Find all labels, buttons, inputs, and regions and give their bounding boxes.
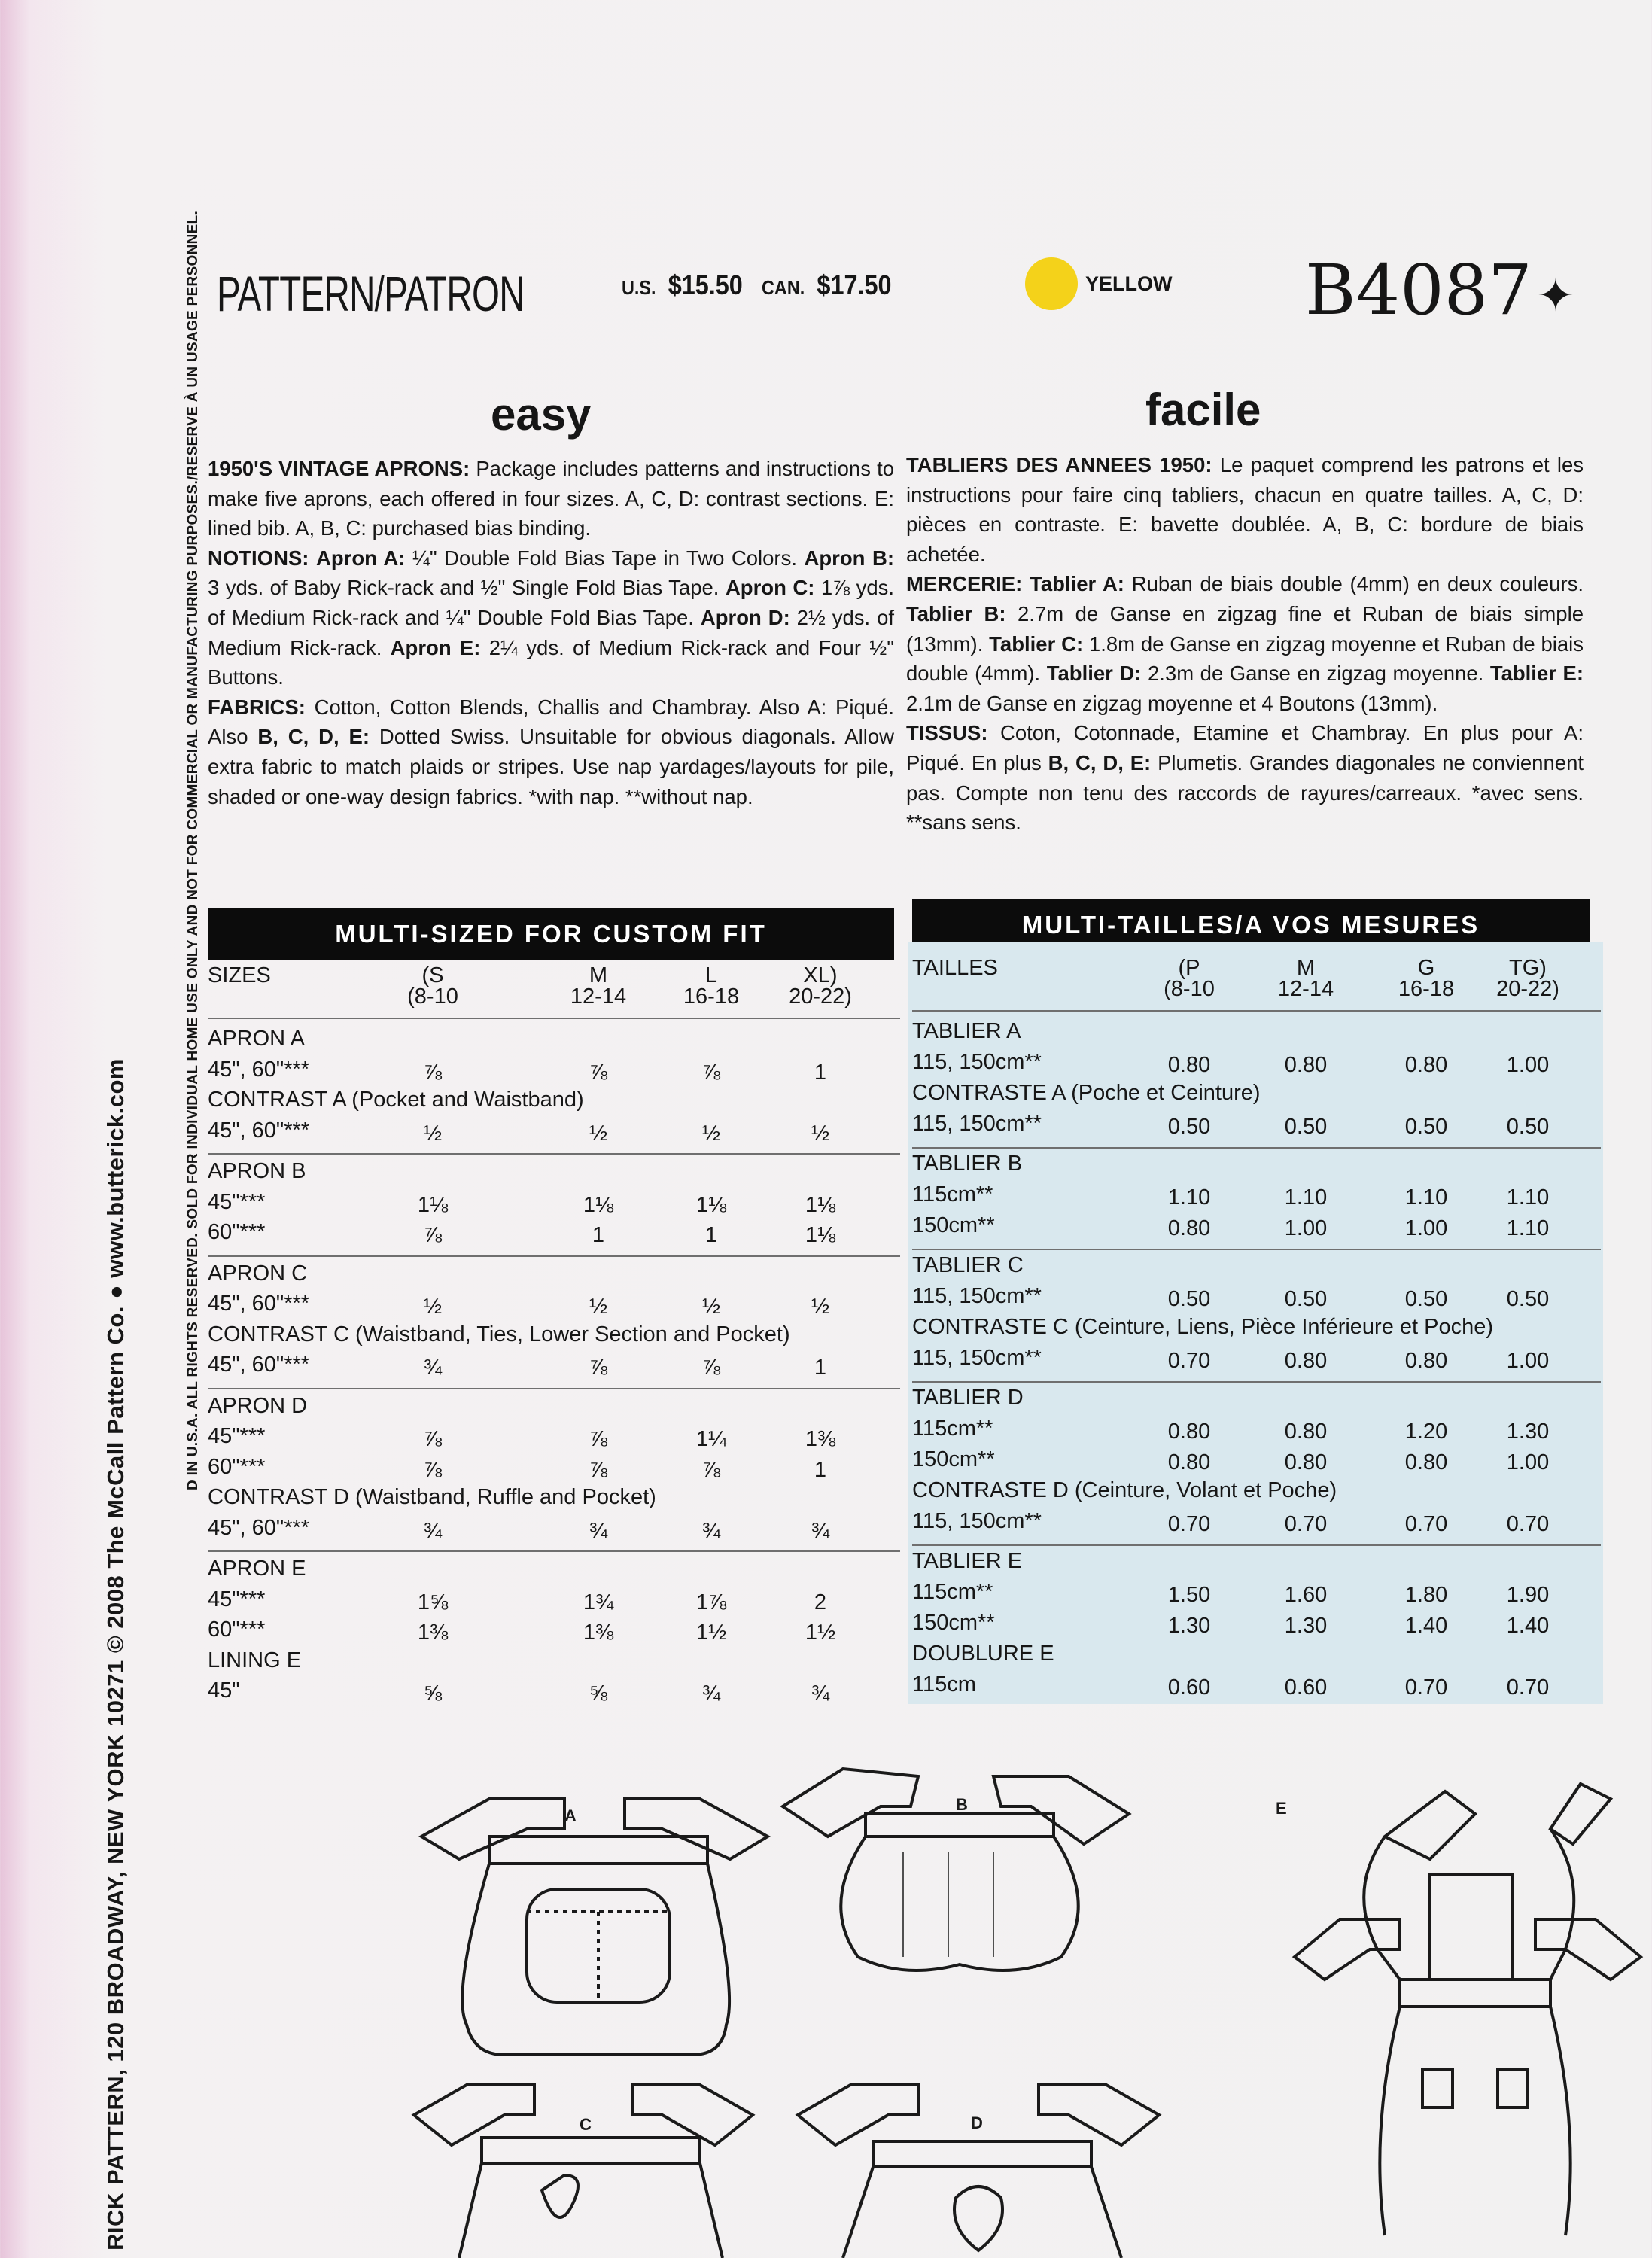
- english-row-value: ¾: [589, 1518, 608, 1543]
- m-a-title: Tablier A:: [1030, 572, 1124, 596]
- m-c-title: Tablier C:: [989, 631, 1084, 656]
- french-size-bar: MULTI-TAILLES/A VOS MESURES: [912, 899, 1590, 951]
- english-row-value: ½: [423, 1121, 443, 1146]
- english-row-value: ⅞: [589, 1457, 608, 1482]
- english-row-value: ¾: [423, 1518, 443, 1543]
- english-row-value: 1: [704, 1223, 718, 1247]
- french-row-label: TABLIER A: [912, 1019, 1021, 1043]
- english-row-label: 45", 60"***: [208, 1292, 310, 1316]
- can-label: CAN.: [762, 276, 805, 299]
- notions-a-title: Apron A:: [315, 546, 406, 570]
- french-row-value: 1.50: [1167, 1583, 1211, 1607]
- french-row-value: 1.60: [1284, 1583, 1328, 1607]
- english-row-label: 60"***: [208, 1454, 266, 1479]
- us-price: $15.50: [668, 269, 743, 300]
- french-row-value: 0.70: [1506, 1512, 1550, 1536]
- french-row-label: 115, 150cm**: [912, 1509, 1042, 1533]
- notions-b-title: Apron B:: [804, 546, 894, 570]
- apron-label-c: C: [580, 2115, 592, 2134]
- english-description: [208, 454, 894, 811]
- english-size-range-4: 20-22): [789, 984, 852, 1009]
- english-row-value: ½: [811, 1121, 830, 1146]
- french-row-label: CONTRASTE D (Ceinture, Volant et Poche): [912, 1478, 1337, 1502]
- french-row-value: 1.90: [1506, 1583, 1550, 1607]
- english-row-value: 1¼: [695, 1427, 727, 1451]
- fabrics-bold: B, C, D, E:: [257, 725, 370, 749]
- english-row-value: 1: [814, 1457, 827, 1482]
- apron-d-drawing: [798, 2085, 1159, 2258]
- tissus-title: TISSUS:: [906, 721, 988, 745]
- english-row-value: 1⅜: [805, 1427, 836, 1451]
- french-size-range-3: 16-18: [1398, 977, 1455, 1001]
- english-row-value: ¾: [423, 1356, 443, 1380]
- english-row-value: ¾: [811, 1681, 830, 1706]
- english-row-value: 1⅛: [417, 1192, 449, 1217]
- english-row-value: ¾: [701, 1518, 721, 1543]
- english-divider: [208, 1550, 900, 1552]
- english-row-value: 1⅜: [583, 1620, 614, 1645]
- french-size-header-1: (P: [1178, 956, 1200, 980]
- m-e-title: Tablier E:: [1489, 662, 1584, 686]
- english-row-value: ¾: [701, 1681, 721, 1706]
- french-row-value: 1.00: [1506, 1349, 1550, 1373]
- notions-a: ¼" Double Fold Bias Tape in Two Colors.: [412, 546, 797, 570]
- english-size-range-3: 16-18: [683, 984, 740, 1009]
- price-line: [622, 269, 911, 301]
- apron-label-a: A: [564, 1806, 577, 1825]
- french-row-value: 0.50: [1404, 1287, 1448, 1311]
- yellow-dot-icon: [1025, 257, 1078, 310]
- french-row-label: 115cm**: [912, 1182, 993, 1207]
- desc-body: Package includes patterns and instructions to make five aprons, each offered in four sizes. A, C, D: contrast sections. E: lined bib. A, B, C: purchased bias binding.: [208, 457, 895, 540]
- english-row-value: ⅞: [423, 1427, 443, 1451]
- french-row-value: 1.00: [1506, 1053, 1550, 1077]
- french-row-value: 1.30: [1284, 1614, 1328, 1638]
- french-row-value: 0.80: [1404, 1450, 1448, 1474]
- french-row-value: 1.00: [1284, 1216, 1328, 1240]
- apron-label-d: D: [971, 2113, 983, 2132]
- english-row-value: 1⅛: [805, 1192, 836, 1217]
- english-row-label: 45"***: [208, 1189, 266, 1214]
- french-size-range-1: (8-10: [1164, 977, 1215, 1001]
- french-row-label: 150cm**: [912, 1213, 995, 1237]
- french-size-range-2: 12-14: [1277, 977, 1334, 1001]
- english-row-value: 1⅜: [417, 1620, 449, 1645]
- french-row-value: 1.10: [1506, 1216, 1550, 1240]
- french-size-header-label: TAILLES: [912, 956, 998, 980]
- french-row-value: 0.80: [1167, 1216, 1211, 1240]
- us-label: U.S.: [622, 276, 656, 299]
- apron-a-drawing: [421, 1799, 768, 2055]
- english-row-label: 60"***: [208, 1617, 266, 1642]
- english-divider: [208, 1153, 900, 1155]
- french-row-value: 1.00: [1404, 1216, 1448, 1240]
- english-row-label: 45", 60"***: [208, 1515, 310, 1540]
- english-heading: easy: [491, 389, 592, 440]
- french-row-value: 0.80: [1284, 1420, 1328, 1444]
- apron-c-drawing: [414, 2085, 753, 2258]
- notions-b: 3 yds. of Baby Rick-rack and ½" Single Fold Bias Tape.: [208, 576, 720, 600]
- english-row-label: 45", 60"***: [208, 1057, 310, 1082]
- english-row-value: 1: [814, 1356, 827, 1380]
- french-row-label: TABLIER B: [912, 1152, 1023, 1176]
- french-row-value: 1.30: [1506, 1420, 1550, 1444]
- english-row-value: ⅞: [589, 1356, 608, 1380]
- english-row-value: 1⅛: [583, 1192, 614, 1217]
- english-row-value: 1¾: [583, 1590, 614, 1614]
- french-heading: facile: [1145, 385, 1261, 435]
- french-row-label: TABLIER D: [912, 1386, 1024, 1410]
- english-row-value: 1⅛: [695, 1192, 727, 1217]
- english-size-header-1: (S: [421, 963, 444, 987]
- french-row-value: 0.70: [1167, 1512, 1211, 1536]
- english-yardage-table: [208, 963, 908, 1716]
- english-size-range-1: (8-10: [407, 984, 458, 1009]
- french-row-value: 1.40: [1506, 1614, 1550, 1638]
- french-row-value: 0.70: [1404, 1512, 1448, 1536]
- french-row-value: 0.70: [1404, 1675, 1448, 1700]
- can-price: $17.50: [817, 269, 892, 300]
- english-row-label: CONTRAST C (Waistband, Ties, Lower Section and Pocket): [208, 1322, 790, 1347]
- french-divider: [912, 1544, 1601, 1546]
- english-row-label: 45", 60"***: [208, 1118, 310, 1143]
- french-row-value: 1.10: [1404, 1185, 1448, 1210]
- french-yardage-table: [912, 956, 1605, 1709]
- english-row-value: ½: [423, 1295, 443, 1319]
- notions-c: 1⅞ yds. of Medium Rick-rack and ¼" Double Fold Bias Tape.: [208, 576, 895, 629]
- english-row-value: ⅞: [423, 1457, 443, 1482]
- color-label: YELLOW: [1085, 272, 1173, 295]
- english-row-value: ⅞: [589, 1060, 608, 1085]
- french-row-value: 0.80: [1167, 1053, 1211, 1077]
- notions-e: 2¼ yds. of Medium Rick-rack and Four ½" Buttons.: [208, 635, 894, 689]
- english-row-label: APRON E: [208, 1557, 306, 1581]
- diamond-icon: ✦: [1536, 269, 1575, 323]
- english-row-value: 1⅛: [805, 1223, 836, 1247]
- french-row-value: 0.50: [1284, 1115, 1328, 1139]
- apron-illustrations: [376, 1754, 1652, 2258]
- m-b: 2.7m de Ganse en zigzag fine et Ruban de biais simple (13mm).: [906, 601, 1584, 656]
- french-row-label: DOUBLURE E: [912, 1642, 1054, 1666]
- m-d: 2.3m de Ganse en zigzag moyenne.: [1147, 662, 1484, 686]
- english-divider: [208, 1255, 900, 1257]
- side-rights-text: D IN U.S.A. ALL RIGHTS RESERVED. SOLD FOR INDIVIDUAL HOME USE ONLY AND NOT FOR COMMERCIAL OR MANUFACTURING PURPOSES./RESERVE À UN USAGE PERSONNEL.: [185, 210, 201, 1490]
- french-row-value: 0.60: [1167, 1675, 1211, 1700]
- french-row-label: CONTRASTE C (Ceinture, Liens, Pièce Inférieure et Poche): [912, 1315, 1494, 1339]
- french-row-value: 0.80: [1284, 1349, 1328, 1373]
- fabrics-1: Cotton, Cotton Blends, Challis and Chambray. Also A: Piqué. Also: [208, 695, 894, 749]
- english-row-value: ⅞: [423, 1060, 443, 1085]
- french-row-value: 0.70: [1167, 1349, 1211, 1373]
- french-description: [906, 450, 1584, 838]
- french-divider: [912, 1010, 1601, 1012]
- french-row-value: 1.10: [1506, 1185, 1550, 1210]
- fabrics-title: FABRICS:: [208, 695, 306, 719]
- french-row-label: TABLIER C: [912, 1253, 1024, 1277]
- french-row-value: 1.80: [1404, 1583, 1448, 1607]
- french-row-value: 0.80: [1167, 1450, 1211, 1474]
- french-row-value: 1.40: [1404, 1614, 1448, 1638]
- apron-label-b: B: [956, 1795, 968, 1814]
- pattern-code: [1305, 250, 1574, 330]
- english-row-value: ⅞: [701, 1060, 721, 1085]
- english-size-range-2: 12-14: [570, 984, 627, 1009]
- english-row-value: ⅞: [701, 1457, 721, 1482]
- french-divider: [912, 1147, 1601, 1149]
- english-row-label: 45"***: [208, 1424, 266, 1448]
- english-row-value: 1: [814, 1060, 827, 1085]
- french-size-header-4: TG): [1509, 956, 1547, 980]
- french-row-value: 1.00: [1506, 1450, 1550, 1474]
- french-row-label: 115, 150cm**: [912, 1346, 1042, 1370]
- english-size-bar: MULTI-SIZED FOR CUSTOM FIT: [208, 908, 894, 960]
- french-row-label: 115, 150cm**: [912, 1050, 1042, 1074]
- apron-label-e: E: [1276, 1799, 1287, 1818]
- tissus-1: Coton, Cotonnade, Etamine et Chambray. En plus pour A: Piqué. En plus: [906, 721, 1584, 774]
- french-row-label: 150cm**: [912, 1611, 995, 1635]
- french-size-range-4: 20-22): [1496, 977, 1559, 1001]
- french-size-header-3: G: [1417, 956, 1435, 980]
- tissus-2: Plumetis. Grandes diagonales ne conviennent pas. Compte non tenu des raccords de rayures/carreaux. *avec sens. **sans sens.: [906, 750, 1584, 835]
- french-row-value: 1.10: [1284, 1185, 1328, 1210]
- english-divider: [208, 1388, 900, 1389]
- side-publisher-text: RICK PATTERN, 120 BROADWAY, NEW YORK 10271 © 2008 The McCall Pattern Co. ● www.butterick.com: [102, 1058, 129, 2250]
- pattern-code-text: B4087: [1305, 250, 1532, 330]
- english-row-value: 1⅝: [417, 1590, 449, 1614]
- french-row-label: TABLIER E: [912, 1549, 1023, 1573]
- french-row-value: 0.80: [1404, 1349, 1448, 1373]
- english-size-header-3: L: [704, 963, 718, 987]
- m-c: 1.8m de Ganse en zigzag moyenne et Ruban de biais double (4mm).: [906, 631, 1584, 686]
- french-row-value: 0.80: [1284, 1053, 1328, 1077]
- french-row-label: 150cm**: [912, 1447, 995, 1471]
- m-d-title: Tablier D:: [1046, 662, 1142, 686]
- english-row-value: 1½: [695, 1620, 727, 1645]
- english-row-value: ⅝: [423, 1681, 443, 1706]
- english-row-value: 1: [592, 1223, 605, 1247]
- notions-e-title: Apron E:: [390, 635, 481, 659]
- french-row-value: 1.10: [1167, 1185, 1211, 1210]
- english-row-value: 1⅞: [695, 1590, 727, 1614]
- m-b-title: Tablier B:: [906, 601, 1006, 625]
- m-e: 2.1m de Ganse en zigzag moyenne et 4 Boutons (13mm).: [906, 691, 1438, 715]
- french-row-label: 115cm**: [912, 1580, 993, 1604]
- notions-title: NOTIONS:: [208, 546, 309, 570]
- french-row-value: 0.70: [1284, 1512, 1328, 1536]
- english-row-value: ⅞: [701, 1356, 721, 1380]
- english-row-value: ½: [589, 1295, 608, 1319]
- english-row-label: 60"***: [208, 1220, 266, 1244]
- english-size-header-label: SIZES: [208, 963, 271, 987]
- french-row-label: 115, 150cm**: [912, 1284, 1042, 1308]
- french-row-value: 0.50: [1284, 1287, 1328, 1311]
- french-divider: [912, 1249, 1601, 1250]
- french-row-value: 0.70: [1506, 1675, 1550, 1700]
- french-row-value: 0.50: [1167, 1287, 1211, 1311]
- french-row-label: CONTRASTE A (Poche et Ceinture): [912, 1081, 1261, 1105]
- french-row-value: 0.50: [1506, 1115, 1550, 1139]
- fr-desc-title: TABLIERS DES ANNEES 1950:: [906, 453, 1212, 476]
- english-row-value: ⅝: [589, 1681, 608, 1706]
- notions-d: 2½ yds. of Medium Rick-rack.: [208, 605, 895, 659]
- english-row-value: ¾: [811, 1518, 830, 1543]
- english-row-value: ½: [811, 1295, 830, 1319]
- english-row-label: CONTRAST D (Waistband, Ruffle and Pocket): [208, 1485, 656, 1509]
- english-row-label: APRON D: [208, 1393, 308, 1418]
- english-row-value: ⅞: [423, 1223, 443, 1247]
- english-size-header-4: XL): [803, 963, 838, 987]
- english-row-label: 45": [208, 1678, 240, 1703]
- french-row-value: 0.50: [1404, 1115, 1448, 1139]
- english-row-label: APRON C: [208, 1261, 308, 1286]
- notions-d-title: Apron D:: [700, 605, 790, 629]
- english-row-value: ⅞: [589, 1427, 608, 1451]
- french-row-value: 0.50: [1506, 1287, 1550, 1311]
- french-row-value: 0.80: [1404, 1053, 1448, 1077]
- french-size-header-2: M: [1296, 956, 1316, 980]
- french-row-label: 115cm**: [912, 1417, 993, 1441]
- french-row-label: 115cm: [912, 1672, 976, 1697]
- apron-e-drawing: [1295, 1784, 1641, 2235]
- pattern-title: PATTERN/PATRON: [217, 266, 525, 321]
- english-row-value: ½: [701, 1295, 721, 1319]
- fabrics-2: Dotted Swiss. Unsuitable for obvious diagonals. Allow extra fabric to match plaids or stripes. Use nap yardages/layouts for pile, shaded or one-way design fabrics. *with nap. **without nap.: [208, 725, 894, 808]
- french-divider: [912, 1381, 1601, 1383]
- english-row-value: 1½: [805, 1620, 836, 1645]
- desc-title: 1950'S VINTAGE APRONS:: [208, 457, 470, 480]
- notions-c-title: Apron C:: [725, 576, 815, 600]
- french-row-value: 1.20: [1404, 1420, 1448, 1444]
- french-row-value: 0.80: [1167, 1420, 1211, 1444]
- french-row-label: 115, 150cm**: [912, 1112, 1042, 1136]
- english-row-label: APRON A: [208, 1027, 305, 1051]
- english-divider: [208, 1018, 900, 1019]
- french-row-value: 1.30: [1167, 1614, 1211, 1638]
- mercerie-title: MERCERIE:: [906, 572, 1023, 596]
- english-row-label: CONTRAST A (Pocket and Waistband): [208, 1088, 584, 1112]
- french-row-value: 0.80: [1284, 1450, 1328, 1474]
- english-row-label: 45"***: [208, 1587, 266, 1611]
- english-row-label: 45", 60"***: [208, 1353, 310, 1377]
- french-row-value: 0.60: [1284, 1675, 1328, 1700]
- english-row-value: ½: [701, 1121, 721, 1146]
- english-size-header-2: M: [589, 963, 608, 987]
- english-row-value: 2: [814, 1590, 827, 1614]
- english-row-label: LINING E: [208, 1648, 302, 1672]
- english-row-value: ½: [589, 1121, 608, 1146]
- english-row-label: APRON B: [208, 1159, 306, 1183]
- french-row-value: 0.50: [1167, 1115, 1211, 1139]
- fr-desc-body: Le paquet comprend les patrons et les instructions pour faire cinq tabliers, chacun en quatre tailles. A, C, D: pièces en contraste. E: bavette doublée. A, B, C: bordure de biais achetée.: [906, 453, 1584, 566]
- m-a: Ruban de biais double (4mm) en deux couleurs.: [1131, 572, 1584, 596]
- tissus-bold: B, C, D, E:: [1048, 750, 1152, 774]
